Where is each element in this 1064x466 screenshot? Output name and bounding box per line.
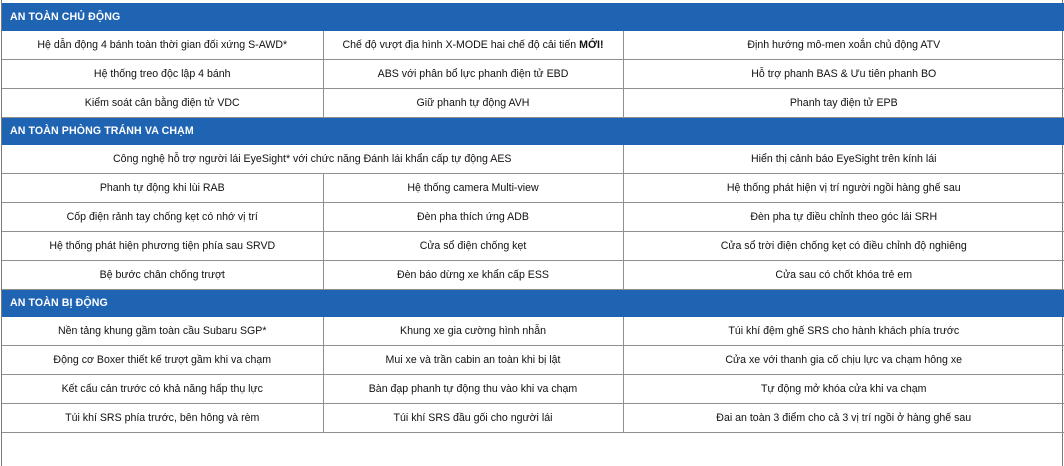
table-row <box>2 261 1064 290</box>
section-title: AN TOÀN CHỦ ĐỘNG <box>2 4 1064 31</box>
feature-cell: Khung xe gia cường hình nhẫn <box>323 317 623 346</box>
feature-cell: Bệ bước chân chống trượt <box>2 261 323 290</box>
feature-cell: Công nghệ hỗ trợ người lái EyeSight* với chức năng Đánh lái khẩn cấp tự động AES <box>2 145 623 174</box>
feature-cell: Cốp điện rảnh tay chống kẹt có nhớ vị trí <box>2 203 323 232</box>
feature-cell: Túi khí đệm ghế SRS cho hành khách phía trước <box>623 317 1064 346</box>
feature-cell: Cửa xe với thanh gia cố chịu lực va chạm hông xe <box>623 346 1064 375</box>
new-badge: MỚI! <box>579 39 604 51</box>
feature-cell: Cửa sổ trời điện chống kẹt có điều chỉnh độ nghiêng <box>623 232 1064 261</box>
table-row <box>2 404 1064 433</box>
table-row <box>2 174 1064 203</box>
feature-cell: Hệ dẫn động 4 bánh toàn thời gian đối xứng S-AWD* <box>2 31 323 60</box>
feature-text: Chế độ vượt địa hình X-MODE hai chế độ cải tiến <box>342 39 577 51</box>
table-row <box>2 375 1064 404</box>
feature-cell: Cửa sổ điện chống kẹt <box>323 232 623 261</box>
feature-cell: Hiển thị cảnh báo EyeSight trên kính lái <box>623 145 1064 174</box>
feature-cell: Túi khí SRS phía trước, bên hông và rèm <box>2 404 323 433</box>
section-header-active-safety <box>2 4 1064 31</box>
feature-cell: Kiểm soát cân bằng điện tử VDC <box>2 89 323 118</box>
table-row <box>2 203 1064 232</box>
table-row <box>2 317 1064 346</box>
table-row <box>2 232 1064 261</box>
feature-cell: Hệ thống camera Multi-view <box>323 174 623 203</box>
feature-cell: Kết cấu cản trước có khả năng hấp thụ lực <box>2 375 323 404</box>
section-title: AN TOÀN BỊ ĐỘNG <box>2 290 1064 317</box>
safety-features-table <box>2 3 1064 433</box>
feature-cell: ABS với phân bổ lực phanh điện tử EBD <box>323 60 623 89</box>
feature-cell: Giữ phanh tự động AVH <box>323 89 623 118</box>
table-row <box>2 89 1064 118</box>
feature-cell: Cửa sau có chốt khóa trẻ em <box>623 261 1064 290</box>
table-row <box>2 60 1064 89</box>
feature-cell: Nền tảng khung gầm toàn cầu Subaru SGP* <box>2 317 323 346</box>
feature-cell: Động cơ Boxer thiết kế trượt gầm khi va chạm <box>2 346 323 375</box>
feature-cell: Đai an toàn 3 điểm cho cả 3 vị trí ngồi ở hàng ghế sau <box>623 404 1064 433</box>
feature-cell: Hệ thống phát hiện phương tiện phía sau SRVD <box>2 232 323 261</box>
feature-cell: Định hướng mô-men xoắn chủ động ATV <box>623 31 1064 60</box>
feature-cell: Phanh tay điện tử EPB <box>623 89 1064 118</box>
feature-cell: Tự động mở khóa cửa khi va chạm <box>623 375 1064 404</box>
feature-cell: Đèn pha thích ứng ADB <box>323 203 623 232</box>
feature-cell: Hệ thống phát hiện vị trí người ngồi hàng ghế sau <box>623 174 1064 203</box>
feature-cell: Đèn pha tự điều chỉnh theo góc lái SRH <box>623 203 1064 232</box>
feature-cell: Bàn đạp phanh tự động thu vào khi va chạm <box>323 375 623 404</box>
feature-cell: Đèn báo dừng xe khẩn cấp ESS <box>323 261 623 290</box>
section-header-passive-safety <box>2 290 1064 317</box>
feature-cell: Mui xe và trần cabin an toàn khi bị lật <box>323 346 623 375</box>
table-row <box>2 145 1064 174</box>
section-title: AN TOÀN PHÒNG TRÁNH VA CHẠM <box>2 118 1064 145</box>
feature-cell: Phanh tự động khi lùi RAB <box>2 174 323 203</box>
section-header-collision-avoidance <box>2 118 1064 145</box>
feature-cell <box>323 31 623 60</box>
feature-cell: Túi khí SRS đầu gối cho người lái <box>323 404 623 433</box>
table-row <box>2 31 1064 60</box>
feature-cell: Hệ thống treo độc lập 4 bánh <box>2 60 323 89</box>
table-row <box>2 346 1064 375</box>
feature-cell: Hỗ trợ phanh BAS & Ưu tiên phanh BO <box>623 60 1064 89</box>
safety-spec-sheet <box>1 0 1063 466</box>
